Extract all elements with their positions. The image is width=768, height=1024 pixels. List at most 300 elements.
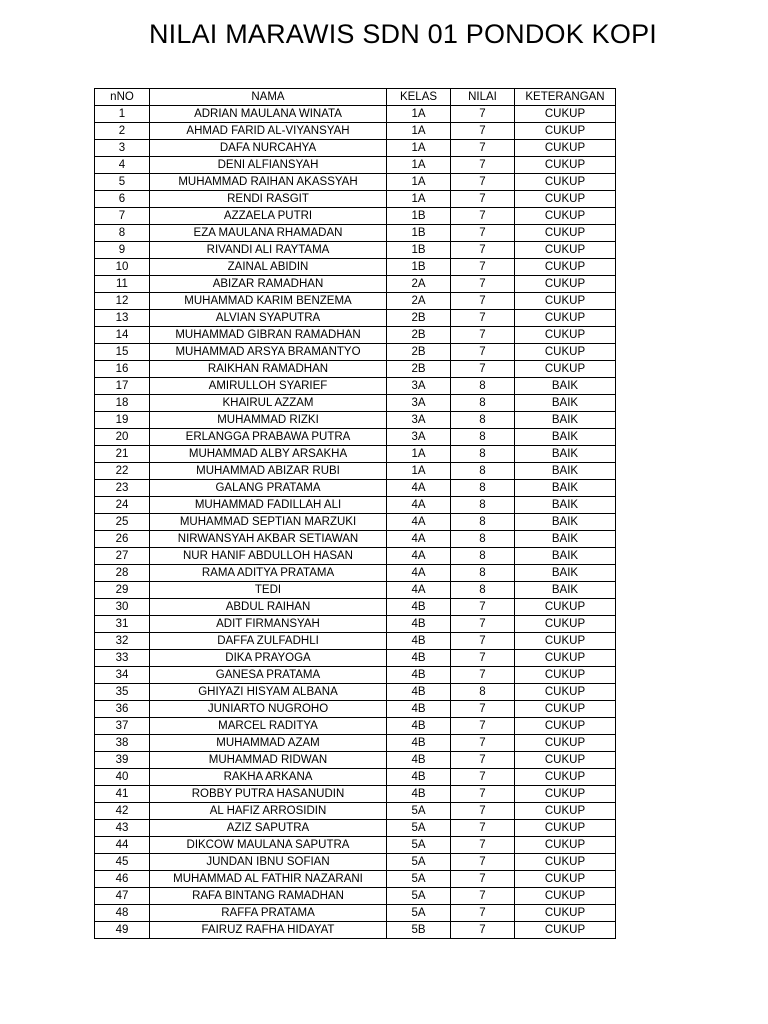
table-row [95, 123, 616, 140]
column-header-nilai: NILAI [451, 89, 515, 106]
cell-kelas: 1A [387, 191, 451, 208]
cell-nilai: 8 [451, 497, 515, 514]
cell-kelas: 2B [387, 361, 451, 378]
cell-kelas: 1A [387, 446, 451, 463]
cell-nilai: 7 [451, 752, 515, 769]
column-header-keterangan: KETERANGAN [515, 89, 616, 106]
table-row [95, 548, 616, 565]
cell-nama: AZZAELA PUTRI [150, 208, 387, 225]
cell-nilai: 8 [451, 582, 515, 599]
cell-nama: NIRWANSYAH AKBAR SETIAWAN [150, 531, 387, 548]
table-row [95, 684, 616, 701]
cell-nilai: 8 [451, 514, 515, 531]
cell-no: 40 [95, 769, 150, 786]
cell-no: 41 [95, 786, 150, 803]
cell-kelas: 1B [387, 242, 451, 259]
cell-nilai: 7 [451, 276, 515, 293]
cell-no: 42 [95, 803, 150, 820]
cell-nama: DIKCOW MAULANA SAPUTRA [150, 837, 387, 854]
cell-keterangan: CUKUP [515, 208, 616, 225]
cell-nilai: 7 [451, 650, 515, 667]
cell-kelas: 4A [387, 565, 451, 582]
table-row [95, 310, 616, 327]
table-row [95, 667, 616, 684]
cell-no: 38 [95, 735, 150, 752]
table-row [95, 888, 616, 905]
cell-nilai: 7 [451, 616, 515, 633]
cell-keterangan: CUKUP [515, 327, 616, 344]
cell-nilai: 7 [451, 769, 515, 786]
cell-nama: AL HAFIZ ARROSIDIN [150, 803, 387, 820]
table-row [95, 650, 616, 667]
cell-kelas: 1A [387, 157, 451, 174]
table-row [95, 395, 616, 412]
cell-nilai: 7 [451, 174, 515, 191]
cell-kelas: 1A [387, 174, 451, 191]
cell-keterangan: BAIK [515, 531, 616, 548]
cell-kelas: 4B [387, 616, 451, 633]
cell-keterangan: CUKUP [515, 905, 616, 922]
cell-keterangan: CUKUP [515, 225, 616, 242]
cell-kelas: 3A [387, 429, 451, 446]
table-row [95, 718, 616, 735]
cell-nama: TEDI [150, 582, 387, 599]
cell-no: 36 [95, 701, 150, 718]
cell-keterangan: CUKUP [515, 616, 616, 633]
table-row [95, 225, 616, 242]
cell-no: 29 [95, 582, 150, 599]
cell-keterangan: CUKUP [515, 871, 616, 888]
cell-no: 46 [95, 871, 150, 888]
cell-keterangan: CUKUP [515, 888, 616, 905]
cell-nilai: 7 [451, 803, 515, 820]
cell-nama: ROBBY PUTRA HASANUDIN [150, 786, 387, 803]
cell-keterangan: BAIK [515, 412, 616, 429]
table-body [95, 106, 616, 939]
cell-keterangan: CUKUP [515, 174, 616, 191]
cell-nama: ALVIAN SYAPUTRA [150, 310, 387, 327]
cell-kelas: 5A [387, 803, 451, 820]
cell-nama: RAKHA ARKANA [150, 769, 387, 786]
cell-kelas: 5A [387, 854, 451, 871]
cell-nama: GALANG PRATAMA [150, 480, 387, 497]
cell-nama: GHIYAZI HISYAM ALBANA [150, 684, 387, 701]
cell-no: 4 [95, 157, 150, 174]
table-row [95, 293, 616, 310]
cell-no: 21 [95, 446, 150, 463]
cell-nilai: 7 [451, 871, 515, 888]
cell-no: 9 [95, 242, 150, 259]
cell-no: 39 [95, 752, 150, 769]
cell-no: 49 [95, 922, 150, 939]
cell-keterangan: CUKUP [515, 922, 616, 939]
cell-keterangan: CUKUP [515, 140, 616, 157]
cell-nama: MUHAMMAD SEPTIAN MARZUKI [150, 514, 387, 531]
cell-keterangan: BAIK [515, 429, 616, 446]
cell-nilai: 7 [451, 191, 515, 208]
table-row [95, 276, 616, 293]
cell-keterangan: CUKUP [515, 701, 616, 718]
cell-nama: RAFA BINTANG RAMADHAN [150, 888, 387, 905]
cell-keterangan: CUKUP [515, 752, 616, 769]
table-row [95, 106, 616, 123]
cell-no: 24 [95, 497, 150, 514]
table-row [95, 446, 616, 463]
cell-nama: EZA MAULANA RHAMADAN [150, 225, 387, 242]
cell-no: 11 [95, 276, 150, 293]
cell-no: 12 [95, 293, 150, 310]
cell-nama: ERLANGGA PRABAWA PUTRA [150, 429, 387, 446]
table-row [95, 361, 616, 378]
cell-no: 34 [95, 667, 150, 684]
column-header-kelas: KELAS [387, 89, 451, 106]
cell-keterangan: CUKUP [515, 667, 616, 684]
cell-nilai: 7 [451, 157, 515, 174]
cell-no: 28 [95, 565, 150, 582]
table-row [95, 242, 616, 259]
cell-nilai: 7 [451, 123, 515, 140]
cell-keterangan: CUKUP [515, 599, 616, 616]
cell-no: 35 [95, 684, 150, 701]
cell-nilai: 7 [451, 208, 515, 225]
table-row [95, 480, 616, 497]
cell-nama: AHMAD FARID AL-VIYANSYAH [150, 123, 387, 140]
cell-nama: MUHAMMAD RIDWAN [150, 752, 387, 769]
cell-no: 6 [95, 191, 150, 208]
cell-kelas: 1B [387, 208, 451, 225]
cell-no: 10 [95, 259, 150, 276]
cell-keterangan: BAIK [515, 480, 616, 497]
cell-keterangan: CUKUP [515, 684, 616, 701]
cell-kelas: 1A [387, 140, 451, 157]
cell-nama: MUHAMMAD AZAM [150, 735, 387, 752]
cell-no: 25 [95, 514, 150, 531]
cell-nama: MUHAMMAD GIBRAN RAMADHAN [150, 327, 387, 344]
cell-nama: DIKA PRAYOGA [150, 650, 387, 667]
table-header-row [95, 89, 616, 106]
cell-nama: JUNDAN IBNU SOFIAN [150, 854, 387, 871]
cell-kelas: 4B [387, 769, 451, 786]
cell-nama: MUHAMMAD ALBY ARSAKHA [150, 446, 387, 463]
cell-keterangan: CUKUP [515, 191, 616, 208]
cell-nilai: 7 [451, 820, 515, 837]
table-row [95, 174, 616, 191]
cell-kelas: 4A [387, 548, 451, 565]
cell-no: 27 [95, 548, 150, 565]
cell-nama: DENI ALFIANSYAH [150, 157, 387, 174]
cell-nama: MUHAMMAD RAIHAN AKASSYAH [150, 174, 387, 191]
cell-nilai: 7 [451, 259, 515, 276]
cell-kelas: 4A [387, 514, 451, 531]
cell-kelas: 4B [387, 684, 451, 701]
cell-keterangan: CUKUP [515, 276, 616, 293]
cell-keterangan: CUKUP [515, 293, 616, 310]
cell-no: 15 [95, 344, 150, 361]
cell-nama: AZIZ SAPUTRA [150, 820, 387, 837]
table-row [95, 429, 616, 446]
cell-nilai: 7 [451, 344, 515, 361]
cell-no: 23 [95, 480, 150, 497]
cell-kelas: 1A [387, 463, 451, 480]
cell-nama: FAIRUZ RAFHA HIDAYAT [150, 922, 387, 939]
cell-nama: ZAINAL ABIDIN [150, 259, 387, 276]
cell-no: 43 [95, 820, 150, 837]
cell-nilai: 7 [451, 327, 515, 344]
cell-nama: ABIZAR RAMADHAN [150, 276, 387, 293]
cell-kelas: 4B [387, 786, 451, 803]
cell-nilai: 8 [451, 480, 515, 497]
cell-keterangan: CUKUP [515, 310, 616, 327]
cell-kelas: 2A [387, 293, 451, 310]
table-row [95, 633, 616, 650]
cell-nilai: 7 [451, 735, 515, 752]
cell-nama: RAFFA PRATAMA [150, 905, 387, 922]
table-row [95, 752, 616, 769]
cell-keterangan: CUKUP [515, 106, 616, 123]
cell-nama: MUHAMMAD ARSYA BRAMANTYO [150, 344, 387, 361]
cell-kelas: 5A [387, 820, 451, 837]
cell-nilai: 7 [451, 837, 515, 854]
cell-keterangan: CUKUP [515, 123, 616, 140]
cell-nilai: 8 [451, 548, 515, 565]
cell-keterangan: CUKUP [515, 803, 616, 820]
cell-nama: DAFFA ZULFADHLI [150, 633, 387, 650]
cell-kelas: 1A [387, 123, 451, 140]
cell-kelas: 4B [387, 718, 451, 735]
cell-nama: MUHAMMAD AL FATHIR NAZARANI [150, 871, 387, 888]
cell-kelas: 4A [387, 531, 451, 548]
cell-kelas: 3A [387, 412, 451, 429]
cell-no: 2 [95, 123, 150, 140]
cell-keterangan: CUKUP [515, 259, 616, 276]
cell-kelas: 4A [387, 480, 451, 497]
table-row [95, 514, 616, 531]
cell-kelas: 4B [387, 599, 451, 616]
cell-no: 8 [95, 225, 150, 242]
cell-no: 31 [95, 616, 150, 633]
cell-nama: RAMA ADITYA PRATAMA [150, 565, 387, 582]
cell-nilai: 8 [451, 565, 515, 582]
table-row [95, 871, 616, 888]
cell-nama: MUHAMMAD RIZKI [150, 412, 387, 429]
cell-no: 30 [95, 599, 150, 616]
cell-nama: AMIRULLOH SYARIEF [150, 378, 387, 395]
cell-nilai: 7 [451, 242, 515, 259]
cell-kelas: 4B [387, 701, 451, 718]
cell-nilai: 7 [451, 140, 515, 157]
cell-nama: KHAIRUL AZZAM [150, 395, 387, 412]
cell-keterangan: CUKUP [515, 157, 616, 174]
cell-nilai: 7 [451, 106, 515, 123]
cell-no: 20 [95, 429, 150, 446]
table-row [95, 378, 616, 395]
cell-nama: ADIT FIRMANSYAH [150, 616, 387, 633]
cell-keterangan: CUKUP [515, 820, 616, 837]
table-row [95, 565, 616, 582]
cell-nilai: 7 [451, 599, 515, 616]
cell-keterangan: CUKUP [515, 344, 616, 361]
cell-kelas: 1B [387, 259, 451, 276]
table-row [95, 412, 616, 429]
cell-kelas: 5A [387, 888, 451, 905]
cell-kelas: 4A [387, 582, 451, 599]
cell-nilai: 8 [451, 412, 515, 429]
cell-no: 7 [95, 208, 150, 225]
cell-kelas: 1B [387, 225, 451, 242]
cell-keterangan: BAIK [515, 565, 616, 582]
cell-kelas: 4B [387, 650, 451, 667]
table-row [95, 905, 616, 922]
cell-nilai: 7 [451, 633, 515, 650]
cell-no: 48 [95, 905, 150, 922]
cell-no: 26 [95, 531, 150, 548]
cell-nilai: 7 [451, 293, 515, 310]
cell-keterangan: CUKUP [515, 633, 616, 650]
cell-nama: ADRIAN MAULANA WINATA [150, 106, 387, 123]
cell-keterangan: CUKUP [515, 361, 616, 378]
table-row [95, 786, 616, 803]
cell-nilai: 8 [451, 429, 515, 446]
table-row [95, 259, 616, 276]
table-row [95, 854, 616, 871]
cell-nama: GANESA PRATAMA [150, 667, 387, 684]
cell-nilai: 7 [451, 786, 515, 803]
cell-nilai: 8 [451, 378, 515, 395]
cell-keterangan: CUKUP [515, 650, 616, 667]
table-row [95, 803, 616, 820]
table-row [95, 701, 616, 718]
cell-no: 22 [95, 463, 150, 480]
cell-kelas: 5A [387, 871, 451, 888]
table-row [95, 497, 616, 514]
cell-nilai: 7 [451, 310, 515, 327]
cell-nama: RIVANDI ALI RAYTAMA [150, 242, 387, 259]
table-row [95, 327, 616, 344]
cell-keterangan: CUKUP [515, 735, 616, 752]
cell-keterangan: CUKUP [515, 718, 616, 735]
cell-kelas: 3A [387, 395, 451, 412]
cell-no: 14 [95, 327, 150, 344]
cell-no: 37 [95, 718, 150, 735]
cell-nama: JUNIARTO NUGROHO [150, 701, 387, 718]
cell-nama: RENDI RASGIT [150, 191, 387, 208]
page-title: NILAI MARAWIS SDN 01 PONDOK KOPI [148, 19, 657, 49]
cell-nilai: 7 [451, 701, 515, 718]
column-header-nama: NAMA [150, 89, 387, 106]
table-row [95, 769, 616, 786]
cell-keterangan: BAIK [515, 395, 616, 412]
cell-no: 33 [95, 650, 150, 667]
cell-nama: MUHAMMAD ABIZAR RUBI [150, 463, 387, 480]
table-row [95, 837, 616, 854]
cell-nama: ABDUL RAIHAN [150, 599, 387, 616]
table-row [95, 582, 616, 599]
cell-no: 13 [95, 310, 150, 327]
table-row [95, 820, 616, 837]
cell-keterangan: BAIK [515, 514, 616, 531]
cell-kelas: 2B [387, 310, 451, 327]
cell-kelas: 5A [387, 905, 451, 922]
cell-kelas: 2B [387, 344, 451, 361]
cell-no: 1 [95, 106, 150, 123]
table-row [95, 157, 616, 174]
cell-nilai: 7 [451, 718, 515, 735]
cell-kelas: 5A [387, 837, 451, 854]
cell-kelas: 4B [387, 735, 451, 752]
cell-kelas: 1A [387, 106, 451, 123]
table-row [95, 191, 616, 208]
cell-nama: MARCEL RADITYA [150, 718, 387, 735]
cell-nilai: 7 [451, 905, 515, 922]
table-row [95, 344, 616, 361]
cell-nilai: 7 [451, 854, 515, 871]
cell-nilai: 7 [451, 888, 515, 905]
cell-nilai: 7 [451, 361, 515, 378]
table-row [95, 140, 616, 157]
cell-no: 47 [95, 888, 150, 905]
cell-kelas: 4A [387, 497, 451, 514]
cell-no: 32 [95, 633, 150, 650]
table-row [95, 208, 616, 225]
table-row [95, 531, 616, 548]
cell-keterangan: CUKUP [515, 242, 616, 259]
cell-keterangan: BAIK [515, 548, 616, 565]
cell-keterangan: CUKUP [515, 837, 616, 854]
cell-kelas: 2A [387, 276, 451, 293]
table-row [95, 735, 616, 752]
table-row [95, 599, 616, 616]
cell-nilai: 7 [451, 225, 515, 242]
cell-no: 18 [95, 395, 150, 412]
cell-keterangan: BAIK [515, 378, 616, 395]
cell-no: 44 [95, 837, 150, 854]
cell-keterangan: BAIK [515, 463, 616, 480]
cell-nilai: 7 [451, 667, 515, 684]
cell-nama: NUR HANIF ABDULLOH HASAN [150, 548, 387, 565]
cell-kelas: 5B [387, 922, 451, 939]
cell-no: 45 [95, 854, 150, 871]
cell-kelas: 4B [387, 752, 451, 769]
cell-no: 17 [95, 378, 150, 395]
cell-kelas: 2B [387, 327, 451, 344]
cell-nilai: 8 [451, 463, 515, 480]
cell-keterangan: BAIK [515, 582, 616, 599]
cell-nilai: 8 [451, 684, 515, 701]
table-row [95, 463, 616, 480]
cell-nilai: 8 [451, 531, 515, 548]
cell-nilai: 7 [451, 922, 515, 939]
table-row [95, 922, 616, 939]
cell-kelas: 4B [387, 667, 451, 684]
cell-keterangan: BAIK [515, 497, 616, 514]
cell-no: 16 [95, 361, 150, 378]
cell-nama: RAIKHAN RAMADHAN [150, 361, 387, 378]
cell-nama: MUHAMMAD FADILLAH ALI [150, 497, 387, 514]
cell-no: 3 [95, 140, 150, 157]
cell-nama: MUHAMMAD KARIM BENZEMA [150, 293, 387, 310]
cell-kelas: 4B [387, 633, 451, 650]
cell-keterangan: CUKUP [515, 786, 616, 803]
cell-keterangan: BAIK [515, 446, 616, 463]
cell-no: 19 [95, 412, 150, 429]
column-header-no: nNO [95, 89, 150, 106]
cell-no: 5 [95, 174, 150, 191]
table-row [95, 616, 616, 633]
cell-keterangan: CUKUP [515, 769, 616, 786]
grades-table [94, 88, 616, 939]
cell-nilai: 8 [451, 446, 515, 463]
cell-nama: DAFA NURCAHYA [150, 140, 387, 157]
